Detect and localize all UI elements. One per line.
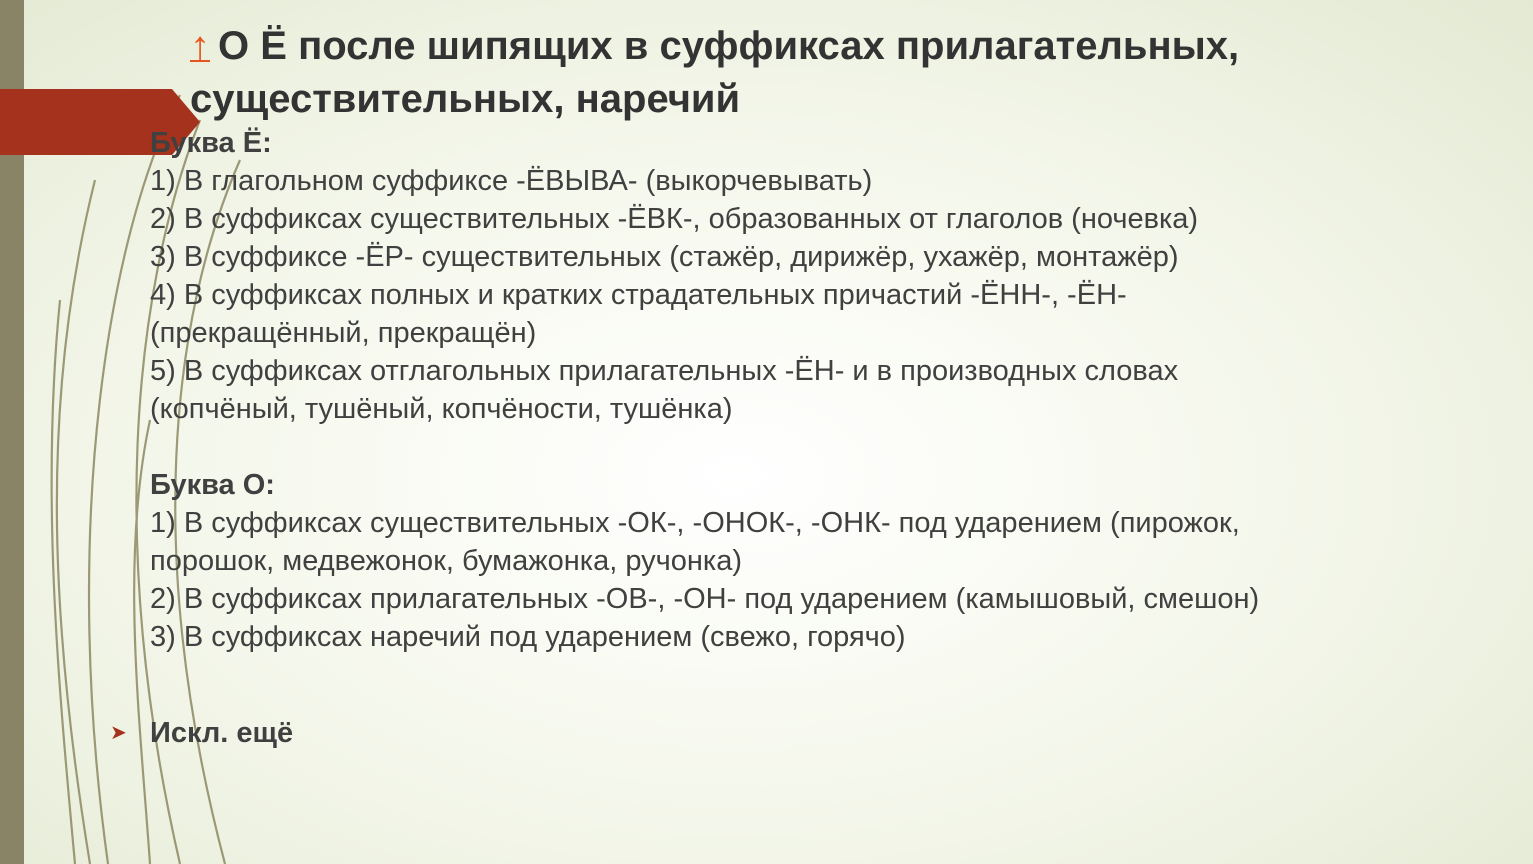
rule-line: 2) В суффиксах существительных -ЁВК-, образованных от глаголов (ночевка)	[150, 203, 1199, 235]
rule-line: 1) В суффиксах существительных -ОК-, -ОНОК-, -ОНК- под ударением (пирожок,	[150, 507, 1240, 539]
rule-line: 2) В суффиксах прилагательных -ОВ-, -ОН- под ударением (камышовый, смешон)	[150, 583, 1260, 615]
exception-bullet	[110, 714, 293, 752]
rule-line: 4) В суффиксах полных и кратких страдательных причастий -ЁНН-, -ЁН-	[150, 279, 1127, 311]
rule-line: 3) В суффиксе -ЁР- существительных (стажёр, дирижёр, ухажёр, монтажёр)	[150, 241, 1179, 273]
slide-title	[190, 20, 1490, 126]
rule-line: (копчёный, тушёный, копчёности, тушёнка)	[150, 393, 733, 425]
rule-line: 5) В суффиксах отглагольных прилагательных -ЁН- и в производных словах	[150, 355, 1179, 387]
rule-line: 1) В глагольном суффиксе -ЁВЫВА- (выкорчевывать)	[150, 165, 873, 197]
section-heading-o: Буква О:	[150, 469, 275, 501]
arrow-up-icon: ↑	[190, 24, 210, 68]
section-spacer	[150, 428, 1520, 466]
arrow-right-icon: ➤	[110, 722, 127, 744]
slide-body	[150, 124, 1520, 656]
rule-line: порошок, медвежонок, бумажонка, ручонка)	[150, 545, 742, 577]
section-heading-yo: Буква Ё:	[150, 127, 272, 159]
rule-line: 3) В суффиксах наречий под ударением (свежо, горячо)	[150, 621, 906, 653]
rule-line: (прекращённый, прекращён)	[150, 317, 537, 349]
exception-text: Искл. ещё	[150, 717, 294, 749]
slide-title-text: О Ё после шипящих в суффиксах прилагательных, существительных, наречий	[190, 24, 1240, 121]
